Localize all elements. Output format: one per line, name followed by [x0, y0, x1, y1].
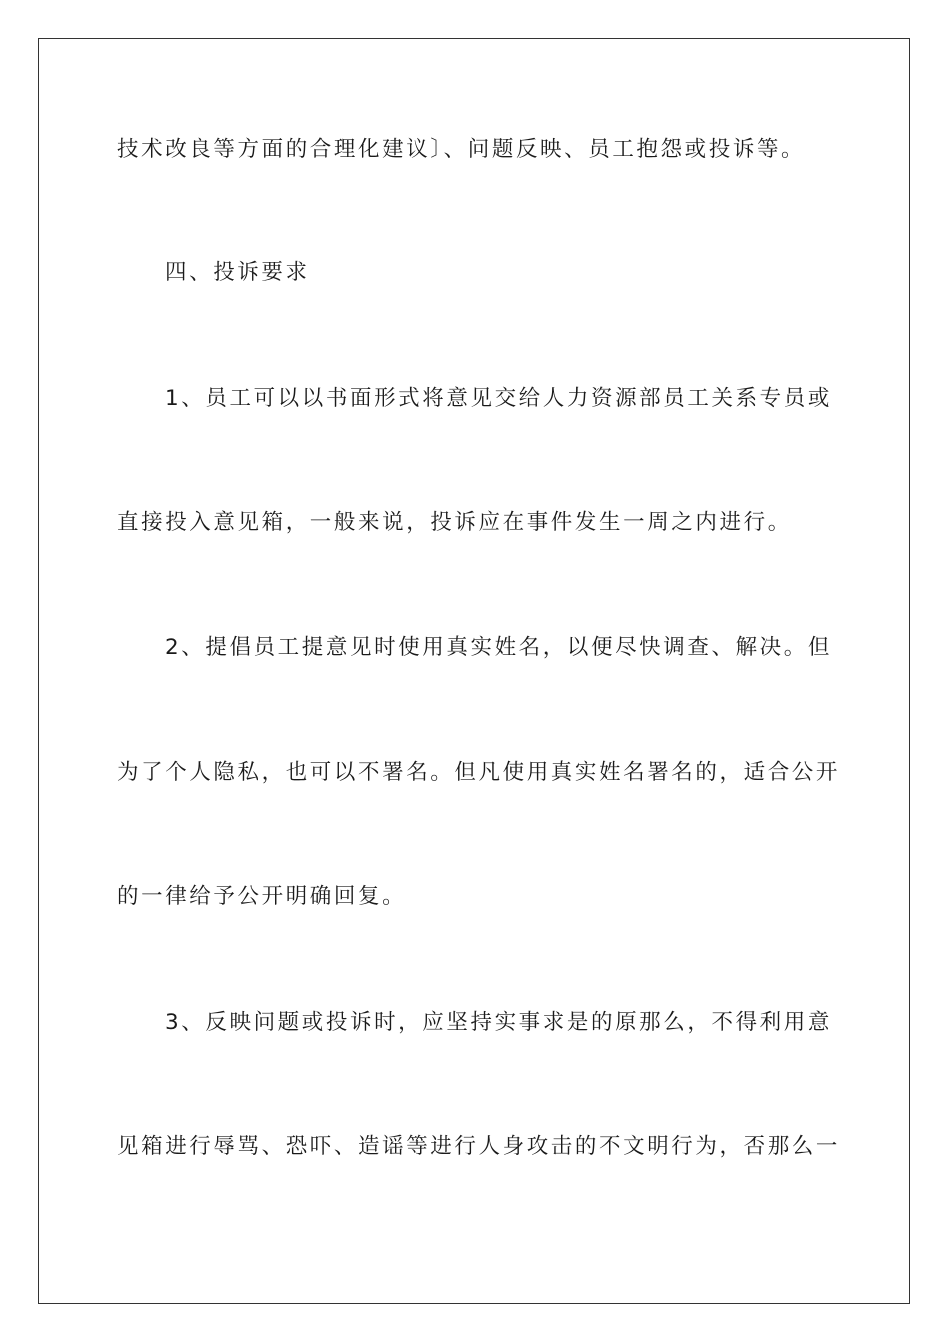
item-3-line-2: 见箱进行辱骂、恐吓、造谣等进行人身攻击的不文明行为，否那么一 [117, 1134, 841, 1159]
section-heading: 四、投诉要求 [165, 260, 310, 285]
item-2-line-3: 的一律给予公开明确回复。 [117, 884, 407, 909]
item-1-line-2: 直接投入意见箱，一般来说，投诉应在事件发生一周之内进行。 [117, 510, 792, 535]
item-2-line-1: 2、提倡员工提意见时使用真实姓名，以便尽快调查、解决。但 [165, 635, 832, 660]
page-border [38, 38, 910, 1304]
item-1-line-1: 1、员工可以以书面形式将意见交给人力资源部员工关系专员或 [165, 386, 832, 411]
item-3-line-1: 3、反映问题或投诉时，应坚持实事求是的原那么，不得利用意 [165, 1010, 832, 1035]
item-2-line-2: 为了个人隐私，也可以不署名。但凡使用真实姓名署名的，适合公开 [117, 760, 841, 785]
paragraph-line-continuation: 技术改良等方面的合理化建议〕、问题反映、员工抱怨或投诉等。 [117, 137, 806, 162]
